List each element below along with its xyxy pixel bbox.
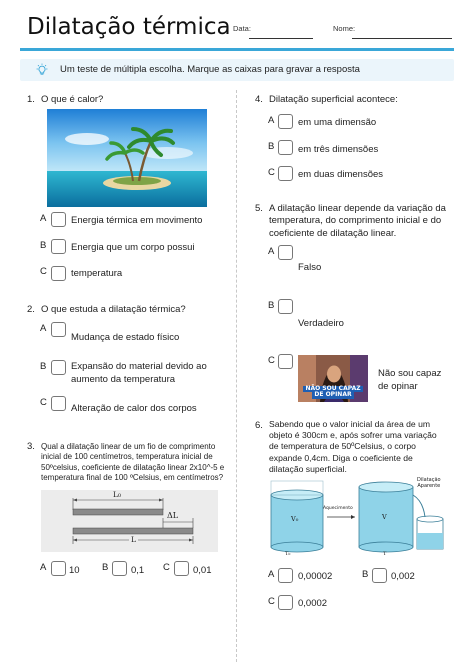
q4-option-b-letter: B: [268, 141, 275, 152]
question-3-line1: Qual a dilatação linear de um fio de comprimento: [41, 442, 216, 451]
q5-option-a-letter: A: [268, 246, 275, 257]
q5-option-a-checkbox[interactable]: [278, 245, 293, 260]
q3-option-c-letter: C: [163, 562, 170, 573]
figure-heating-label: Aquecimento: [323, 506, 353, 511]
question-5-line3: coeficiente de dilatação linear.: [269, 227, 397, 239]
q2-option-b-letter: B: [40, 361, 47, 372]
instruction-text: Um teste de múltipla escolha. Marque as caixas para gravar a resposta: [60, 64, 360, 75]
question-6-text: [269, 419, 437, 475]
question-4-text: Dilatação superficial acontece:: [269, 94, 398, 105]
question-3-number: 3.: [27, 441, 35, 452]
figure-apparent-dilation-line1: Dilatação: [417, 477, 441, 483]
figure-apparent-dilation-label: [417, 478, 441, 490]
q6-option-b-text: 0,002: [391, 571, 415, 582]
question-5-line2: temperatura, do comprimento inicial e do: [269, 215, 442, 227]
q3-option-a-checkbox[interactable]: [51, 561, 66, 576]
lightbulb-icon: [35, 63, 49, 77]
name-label: Nome:: [333, 24, 356, 33]
q2-option-b-checkbox[interactable]: [51, 360, 66, 375]
q4-option-a-letter: A: [268, 115, 275, 126]
q2-option-b-line1: Expansão do material devido ao: [71, 361, 207, 372]
q4-option-c-letter: C: [268, 167, 275, 178]
meme-caption-line2: DE OPINAR: [314, 391, 352, 399]
q6-option-b-letter: B: [362, 569, 369, 580]
question-3-text: [41, 442, 224, 484]
date-field[interactable]: [249, 38, 313, 39]
question-3-line2: inicial de 100 centímetros, temperatura inicial de: [41, 452, 213, 462]
q2-option-a-text: Mudança de estado físico: [71, 332, 180, 343]
q1-option-a-letter: A: [40, 213, 47, 224]
q1-option-c-letter: C: [40, 266, 47, 277]
name-field[interactable]: [352, 38, 452, 39]
linear-dilation-figure: [41, 490, 218, 552]
figure-t0-label: T₀: [285, 551, 291, 557]
question-6-line5: dilatação superficial.: [269, 463, 347, 474]
q1-option-b-letter: B: [40, 240, 47, 251]
question-2-number: 2.: [27, 304, 35, 315]
q3-option-a-letter: A: [40, 562, 47, 573]
q2-option-c-checkbox[interactable]: [51, 396, 66, 411]
header-rule: [20, 48, 454, 51]
question-6-line4: expande 0,4cm. Diga o coeficiente de: [269, 452, 413, 463]
q5-option-b-checkbox[interactable]: [278, 299, 293, 314]
question-5-number: 5.: [255, 203, 263, 214]
q1-option-a-checkbox[interactable]: [51, 212, 66, 227]
q4-option-c-checkbox[interactable]: [278, 166, 293, 181]
q6-option-a-letter: A: [268, 569, 275, 580]
q2-option-b-line2: aumento da temperatura: [71, 373, 176, 385]
column-divider: [236, 90, 237, 662]
island-image: [47, 109, 207, 207]
question-5-text: [269, 203, 446, 240]
q5-option-a-text: Falso: [298, 262, 322, 273]
q1-option-c-checkbox[interactable]: [51, 266, 66, 281]
q5-option-c-text: [378, 368, 441, 394]
question-6-number: 6.: [255, 420, 263, 431]
q1-option-b-checkbox[interactable]: [51, 239, 66, 254]
q6-option-a-text: 0,00002: [298, 571, 333, 582]
q1-option-c-text: temperatura: [71, 268, 123, 279]
q5-option-c-line1: Não sou capaz: [378, 368, 442, 379]
figure-l-label: L: [131, 535, 136, 544]
volume-dilation-figure: [265, 475, 447, 559]
q1-option-b-text: Energia que um corpo possui: [71, 242, 195, 253]
q6-option-c-checkbox[interactable]: [278, 595, 293, 610]
worksheet-title: Dilatação térmica: [27, 14, 231, 40]
q6-option-c-text: 0,0002: [298, 598, 328, 609]
q5-option-c-checkbox[interactable]: [278, 354, 293, 369]
worksheet-header: [0, 0, 474, 52]
question-3-line4: temperatura final de 100 ºCelsius, em centímetros?: [41, 473, 224, 483]
meme-caption: [298, 386, 368, 399]
q2-option-a-checkbox[interactable]: [51, 322, 66, 337]
figure-l0-label: L₀: [113, 490, 121, 499]
question-1-text: O que é calor?: [41, 94, 104, 105]
q1-option-a-text: Energia térmica em movimento: [71, 215, 203, 226]
question-3-line3: 50ºcelsius, coeficiente de dilatação linear 2x10^-5 e: [41, 462, 225, 472]
q6-option-a-checkbox[interactable]: [278, 568, 293, 583]
q5-option-b-text: Verdadeiro: [298, 318, 344, 329]
figure-delta-l-label: ΔL: [167, 511, 179, 520]
meme-caption-line1: NÃO SOU CAPAZ: [305, 385, 361, 392]
q6-option-b-checkbox[interactable]: [372, 568, 387, 583]
figure-apparent-dilation-line2: Aparente: [417, 482, 441, 489]
q4-option-a-checkbox[interactable]: [278, 114, 293, 129]
q4-option-c-text: em duas dimensões: [298, 169, 384, 180]
q3-option-a-text: 10: [69, 565, 80, 576]
q2-option-a-letter: A: [40, 323, 47, 334]
q3-option-b-checkbox[interactable]: [112, 561, 127, 576]
q6-option-c-letter: C: [268, 596, 275, 607]
figure-t-label: T: [383, 551, 387, 557]
q2-option-b-text: [71, 361, 207, 387]
q5-option-c-line2: de opinar: [378, 380, 418, 392]
question-6-line3: de temperatura de 50ºCelsius, o corpo: [269, 441, 416, 452]
figure-v0-label: V₀: [291, 515, 299, 523]
q3-option-b-letter: B: [102, 562, 109, 573]
question-4-number: 4.: [255, 94, 263, 105]
question-5-line1: A dilatação linear depende da variação da: [269, 203, 446, 214]
question-2-text: O que estuda a dilatação térmica?: [41, 304, 186, 315]
instruction-bar: [20, 59, 454, 81]
meme-image: [298, 355, 368, 402]
question-6-line2: objeto é 300cm e, após sofrer uma variação: [269, 430, 437, 441]
q4-option-a-text: em uma dimensão: [298, 117, 377, 128]
q4-option-b-checkbox[interactable]: [278, 140, 293, 155]
q2-option-c-letter: C: [40, 397, 47, 408]
q3-option-c-checkbox[interactable]: [174, 561, 189, 576]
q3-option-c-text: 0,01: [193, 565, 212, 576]
q4-option-b-text: em três dimensões: [298, 144, 379, 155]
q5-option-c-letter: C: [268, 355, 275, 366]
figure-v-label: V: [382, 513, 387, 521]
q5-option-b-letter: B: [268, 300, 275, 311]
q2-option-c-text: Alteração de calor dos corpos: [71, 403, 197, 414]
q3-option-b-text: 0,1: [131, 565, 145, 576]
question-1-number: 1.: [27, 94, 35, 105]
question-6-line1: Sabendo que o valor inicial da área de um: [269, 419, 431, 429]
date-label: Data:: [233, 24, 251, 33]
